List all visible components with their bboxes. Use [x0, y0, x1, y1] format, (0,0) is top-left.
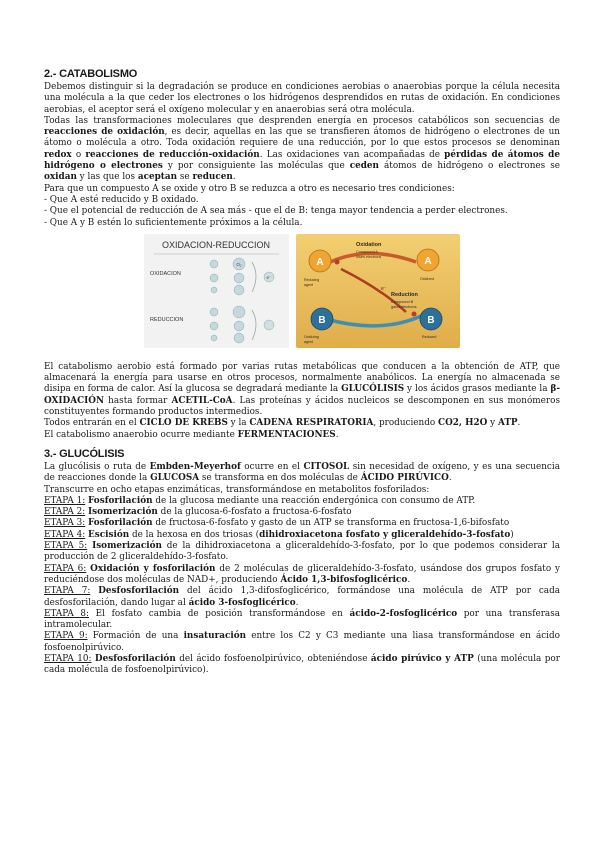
text-run: de la glucosa mediante una reacción endergónica con consumo de ATP.: [152, 495, 476, 506]
text-run: sin necesidad de oxígeno, y es una secuencia de reacciones donde la: [44, 461, 560, 484]
reduction-title: Reduction: [391, 291, 418, 298]
text-run: de la dihidroxiacetona a gliceraldehído-3-fosfato, por lo que podemos considerar la producción de 2 gliceraldehído-3-fosfato.: [44, 541, 561, 563]
oxidacion-row-label: OXIDACION: [150, 270, 181, 277]
oxidation-title: Oxidation: [356, 241, 382, 248]
etapa-8: [44, 609, 560, 632]
text-run: .: [517, 418, 521, 429]
bold-term: ÁCIDO PIRÚVICO: [360, 473, 449, 484]
reduced-label: Reduced: [422, 334, 437, 339]
text-run: La glucólisis o ruta de: [44, 461, 150, 472]
bold-term: CICLO DE KREBS: [139, 418, 228, 429]
step-label: ETAPA 10:: [44, 653, 92, 664]
glucolisis-paragraph-1: [44, 462, 560, 485]
text-run: por una transferasa intramolecular.: [44, 608, 561, 631]
molecule-b-label: B: [318, 314, 326, 326]
step-label: ETAPA 3:: [44, 518, 86, 529]
reducing-agent-label-1: Reducing: [304, 277, 320, 282]
glucolisis-intro: Transcurre en ocho etapas enzimáticas, transformándose en metabolitos fosforilados:: [44, 484, 430, 495]
condition-item: - Que A esté reducido y B oxidado.: [44, 194, 199, 205]
catabolismo-paragraph-2: [44, 116, 560, 184]
bold-term: Fosforilación: [88, 495, 153, 506]
bold-term: Isomerización: [92, 541, 162, 552]
text-run: .: [335, 429, 339, 440]
bold-term: β-OXIDACIÓN: [44, 384, 560, 406]
text-run: . Las proteínas y ácidos nucleicos se descomponen en sus monómeros constituyentes formando productos intermedios.: [44, 395, 560, 418]
bold-term: ácido-2-fosfoglicérico: [349, 608, 458, 619]
molecule-a-label: A: [316, 256, 324, 268]
oxidized-label: Oxidized: [420, 276, 434, 281]
bold-term: redox: [44, 149, 72, 160]
electron-label: e⁻: [381, 285, 387, 292]
text-run: (una molécula por cada molécula de fosfoenolpirúvico).: [44, 653, 560, 676]
electron-label: e⁻: [266, 274, 272, 280]
text-run: , es decir, aquellas en las que se transfieren átomos de hidrógeno o electrones de un átomo o molécula a otro. Toda oxidación requiere de una reducción, por lo que estos procesos se denominan: [44, 127, 560, 149]
bold-term: dihidroxiacetona fosfato y gliceraldehído-3-fosfato: [259, 529, 511, 540]
etapa-9: [44, 631, 560, 654]
text-run: Todas las transformaciones moleculares que desprenden energía en procesos catabólicos son secuencias de: [44, 115, 560, 126]
bold-term: Escisión: [88, 529, 130, 540]
bold-term: ácido pirúvico y ATP: [370, 653, 474, 664]
text-run: de fructosa-6-fosfato y gasto de un ATP se transforma en fructosa-1,6-bifosfato: [152, 518, 510, 529]
bold-term: CADENA RESPIRATORIA: [249, 418, 374, 429]
oxidizing-agent-label-1: Oxidizing: [304, 334, 319, 339]
conditions-intro: Para que un compuesto A se oxide y otro B se reduzca a otro es necesario tres condiciones:: [44, 183, 455, 194]
text-run: de la hexosa en dos triosas (: [129, 529, 260, 540]
step-label: ETAPA 8:: [44, 608, 90, 619]
catabolismo-paragraph-1: [44, 82, 560, 116]
bold-term: Desfosforilación: [98, 586, 180, 597]
etapa-2: [44, 507, 560, 518]
bold-term: CO2, H2O: [438, 418, 488, 429]
condition-item: - Que A y B estén lo suficientemente próximos a la célula.: [44, 217, 303, 228]
o2-label: O₂: [236, 261, 242, 267]
text-run: y los ácidos grasos mediante la: [404, 384, 551, 395]
text-run: .: [448, 473, 452, 484]
molecule-a-label: A: [424, 255, 432, 267]
reducing-agent-label-2: agent: [304, 282, 313, 287]
text-run: y por consiguiente las moléculas que: [162, 161, 350, 172]
step-label: ETAPA 4:: [44, 529, 86, 540]
text-run: Formación de una: [87, 631, 184, 642]
bold-term: reacciones de reducción-oxidación: [85, 149, 260, 160]
oxidizing-agent-label-2: agent: [304, 339, 313, 344]
step-label: ETAPA 1:: [44, 495, 86, 506]
figure-oxidation-reduction-diagram: [296, 234, 460, 348]
section-title-catabolismo: 2.- CATABOLISMO: [44, 68, 138, 80]
reduccion-row-label: REDUCCION: [150, 316, 184, 323]
text-run: El catabolismo anaerobio ocurre mediante: [44, 429, 238, 440]
bold-term: ácido 3-fosfoglicérico: [188, 597, 296, 608]
condition-item: - Que el potencial de reducción de A sea más - que el de B: tenga mayor tendencia a perder electrones.: [44, 206, 508, 217]
etapa-10: [44, 654, 560, 677]
step-label: ETAPA 2:: [44, 507, 86, 518]
text-run: del ácido fosfoenolpirúvico, obteniéndose: [175, 653, 371, 664]
text-run: o: [71, 149, 86, 160]
text-run: .: [295, 597, 299, 608]
text-run: de la glucosa-6-fosfato a fructosa-6-fosfato: [157, 507, 352, 518]
etapa-6: [44, 564, 560, 587]
etapa-3: [44, 518, 560, 529]
bold-term: FERMENTACIONES: [237, 429, 336, 440]
oxidation-sub-1: Compound A: [356, 249, 378, 254]
bold-term: CITOSOL: [303, 461, 350, 472]
text-run: y: [487, 418, 498, 429]
bold-term: Isomerización: [88, 507, 158, 518]
etapa-1: [44, 496, 560, 507]
bold-term: Ácido 1,3-bifosfoglicérico: [280, 574, 408, 585]
reduction-sub-1: Compound B: [391, 299, 414, 304]
text-run: y la: [227, 418, 250, 429]
bold-term: Oxidación y fosforilación: [90, 563, 216, 574]
bold-term: Embden-Meyerhof: [149, 461, 241, 472]
text-run: entre los C2 y C3 mediante una liasa transformándose en ácido fosfoenolpirúvico.: [44, 631, 560, 653]
etapa-7: [44, 586, 560, 609]
text-run: se transforma en dos moléculas de: [199, 473, 361, 484]
bold-term: insaturación: [183, 631, 247, 642]
step-label: ETAPA 6:: [44, 563, 87, 574]
bold-term: aceptan: [137, 172, 178, 183]
redox-figures: [44, 234, 560, 352]
text-run: ): [510, 529, 514, 540]
figure-oxidacion-reduccion: [144, 234, 289, 348]
bold-term: reacciones de oxidación: [44, 127, 165, 138]
text-run: y las que los: [76, 172, 138, 183]
bold-term: ceden: [349, 161, 379, 172]
bold-term: Desfosforilación: [94, 653, 176, 664]
bold-term: reducen: [192, 172, 233, 183]
text-run: Debemos distinguir si la degradación se produce en condiciones aerobias o anaerobias porque la célula necesita una molécula a la que ceder los electrones o los hidrógenos desprendidos en rutas de oxidación. En condiciones aerobias, el aceptor será el oxígeno molecular y en anaerobias será otra molécula.: [44, 82, 560, 115]
text-run: hasta formar: [104, 395, 172, 406]
catabolismo-paragraph-4: [44, 418, 560, 429]
text-run: Todos entrarán en el: [44, 418, 140, 429]
section-title-glucolisis: 3.- GLUCÓLISIS: [44, 447, 125, 460]
text-run: se: [177, 172, 193, 183]
text-run: El catabolismo aerobio está formado por varias rutas metabólicas que conducen a la obtención de ATP, que almacenará la energía para usarse en otros procesos, normalmente anabólicos. La energía no almacenada se disipa en forma de calor. Así la glucosa se degradará mediante la: [44, 361, 560, 395]
bold-term: ATP: [497, 418, 518, 429]
text-run: ocurre en el: [240, 461, 304, 472]
figure-title: OXIDACION-REDUCCION: [161, 239, 271, 250]
text-run: .: [232, 172, 236, 183]
text-run: del ácido 1,3-difosfoglicérico, formándose una molécula de ATP por cada desfosforilación, dando lugar al: [44, 586, 561, 608]
text-run: El fosfato cambia de posición transformándose en: [89, 608, 350, 619]
reduction-sub-2: gains electrons: [391, 304, 417, 309]
etapa-4: [44, 530, 560, 541]
step-label: ETAPA 7:: [44, 586, 91, 597]
text-run: de 2 moléculas de gliceraldehído-3-fosfato, usándose dos grupos fosfato y reduciéndose dos moléculas de NAD+, produciendo: [44, 563, 561, 585]
bold-term: pérdidas de átomos de hidrógeno o electrones: [44, 149, 560, 172]
text-run: átomos de hidrógeno o electrones se: [379, 161, 561, 172]
molecule-b-label: B: [427, 314, 435, 326]
etapa-5: [44, 541, 560, 564]
oxidation-sub-2: loses electrons: [356, 254, 382, 259]
step-label: ETAPA 5:: [44, 541, 88, 552]
text-run: , produciendo: [373, 418, 439, 429]
bold-term: ACETIL-CoA: [171, 395, 233, 406]
step-label: ETAPA 9:: [44, 631, 88, 642]
bold-term: GLUCOSA: [150, 473, 200, 484]
text-run: . Las oxidaciones van acompañadas de: [259, 149, 445, 160]
bold-term: Fosforilación: [88, 518, 153, 529]
bold-term: GLUCÓLISIS: [341, 384, 405, 395]
catabolismo-paragraph-5: [44, 430, 560, 441]
text-run: .: [407, 574, 411, 585]
bold-term: oxidan: [44, 172, 77, 183]
document-page: [44, 68, 560, 677]
catabolismo-paragraph-3: [44, 362, 560, 418]
